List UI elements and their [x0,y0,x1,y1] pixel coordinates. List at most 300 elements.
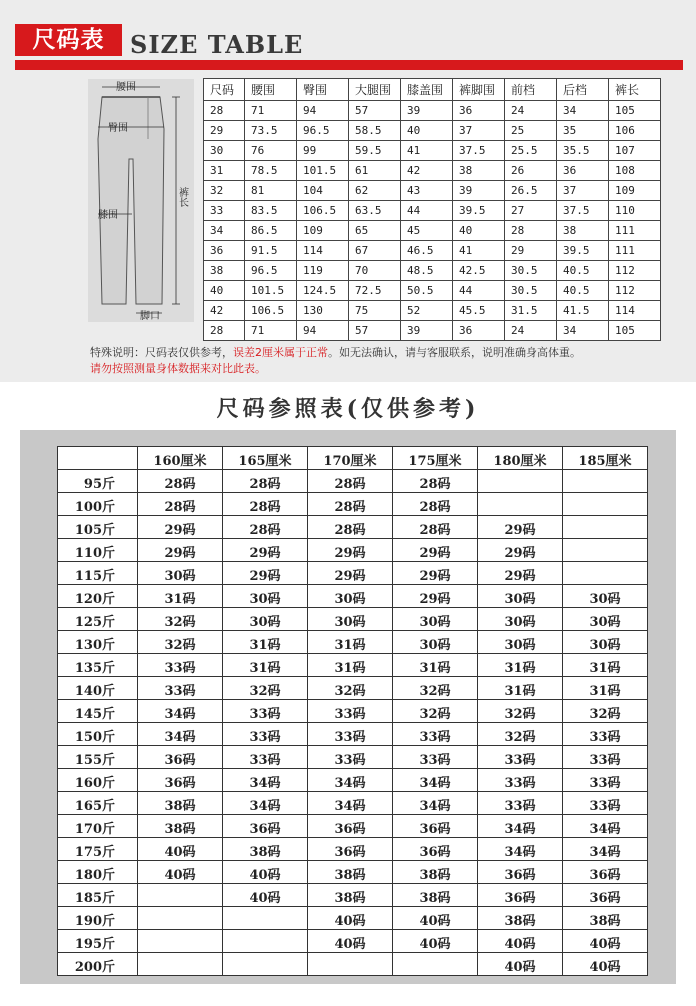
size-recommendation-cell: 36码 [563,861,648,884]
size-recommendation-cell: 34码 [563,815,648,838]
size-recommendation-cell: 28码 [393,493,478,516]
size-recommendation-cell: 34码 [138,723,223,746]
size-cell: 111 [609,241,661,261]
weight-row [58,792,648,815]
size-recommendation-cell [563,493,648,516]
size-cell: 61 [349,161,401,181]
size-cell: 83.5 [245,201,297,221]
size-recommendation-cell: 29码 [223,539,308,562]
size-cell: 99 [297,141,349,161]
knee-label: 膝围 [98,210,118,221]
size-cell: 41.5 [557,301,609,321]
size-cell: 31.5 [505,301,557,321]
note-text-a: 特殊说明：尺码表仅供参考， [90,346,233,359]
size-recommendation-cell [563,516,648,539]
size-recommendation-cell: 34码 [223,792,308,815]
size-recommendation-cell: 34码 [393,769,478,792]
header-title: SIZE TABLE [130,30,304,59]
size-recommendation-cell: 34码 [138,700,223,723]
size-cell: 59.5 [349,141,401,161]
size-recommendation-cell: 36码 [393,838,478,861]
size-recommendation-cell: 30码 [223,608,308,631]
size-recommendation-cell: 30码 [563,631,648,654]
size-recommendation-cell [223,953,308,976]
size-cell: 57 [349,321,401,341]
size-cell: 48.5 [401,261,453,281]
size-recommendation-cell: 32码 [138,608,223,631]
size-recommendation-cell: 40码 [478,930,563,953]
size-recommendation-cell [308,953,393,976]
size-table-row [204,121,661,141]
weight-row [58,953,648,976]
size-table-row [204,261,661,281]
size-recommendation-cell: 30码 [138,562,223,585]
size-cell: 50.5 [401,281,453,301]
weight-row [58,723,648,746]
size-cell: 37.5 [557,201,609,221]
size-recommendation-cell: 40码 [223,861,308,884]
size-table-row [204,281,661,301]
weight-row [58,815,648,838]
size-recommendation-cell: 40码 [478,953,563,976]
size-table-row [204,241,661,261]
header-divider [15,60,683,70]
size-recommendation-cell: 32码 [393,700,478,723]
size-cell: 39.5 [557,241,609,261]
size-cell: 40 [204,281,245,301]
size-cell: 57 [349,101,401,121]
weight-row [58,539,648,562]
size-recommendation-cell: 33码 [138,654,223,677]
size-recommendation-cell: 29码 [393,562,478,585]
size-recommendation-cell: 31码 [138,585,223,608]
size-cell: 111 [609,221,661,241]
size-cell: 32 [204,181,245,201]
size-recommendation-cell: 33码 [308,700,393,723]
weight-row [58,470,648,493]
size-recommendation-cell: 33码 [393,723,478,746]
size-recommendation-cell: 40码 [308,907,393,930]
corner-cell [58,447,138,470]
size-recommendation-cell [563,470,648,493]
size-cell: 78.5 [245,161,297,181]
size-recommendation-cell [393,953,478,976]
size-recommendation-cell: 28码 [393,516,478,539]
size-cell: 67 [349,241,401,261]
size-cell: 41 [401,141,453,161]
size-recommendation-cell: 31码 [223,654,308,677]
size-recommendation-cell: 38码 [138,792,223,815]
size-recommendation-cell: 28码 [308,493,393,516]
weight-label: 140斤 [58,677,138,700]
size-cell: 36 [453,321,505,341]
size-recommendation-cell: 34码 [393,792,478,815]
size-column-header: 前档 [505,79,557,101]
size-cell: 73.5 [245,121,297,141]
size-column-header: 尺码 [204,79,245,101]
height-column-header: 170厘米 [308,447,393,470]
size-cell: 114 [609,301,661,321]
warning-note: 请勿按照测量身体数据来对比此表。 [90,362,266,375]
size-column-header: 后档 [557,79,609,101]
size-cell: 34 [557,321,609,341]
size-recommendation-cell: 28码 [223,470,308,493]
weight-label: 200斤 [58,953,138,976]
size-cell: 28 [204,101,245,121]
weight-row [58,631,648,654]
height-column-header: 165厘米 [223,447,308,470]
size-cell: 25 [505,121,557,141]
size-cell: 114 [297,241,349,261]
size-cell: 37 [453,121,505,141]
size-column-header: 裤长 [609,79,661,101]
size-cell: 26 [505,161,557,181]
size-cell: 34 [557,101,609,121]
size-cell: 124.5 [297,281,349,301]
size-cell: 112 [609,281,661,301]
weight-label: 145斤 [58,700,138,723]
size-recommendation-cell: 33码 [308,746,393,769]
weight-label: 190斤 [58,907,138,930]
size-recommendation-cell: 40码 [563,930,648,953]
size-table [203,78,661,341]
size-recommendation-cell [478,470,563,493]
size-recommendation-cell: 33码 [563,746,648,769]
size-cell: 33 [204,201,245,221]
size-cell: 29 [204,121,245,141]
size-recommendation-cell [223,930,308,953]
size-cell: 106 [609,121,661,141]
size-recommendation-cell: 36码 [563,884,648,907]
weight-label: 120斤 [58,585,138,608]
size-recommendation-cell: 30码 [563,585,648,608]
size-cell: 108 [609,161,661,181]
size-cell: 43 [401,181,453,201]
size-cell: 35 [557,121,609,141]
weight-label: 100斤 [58,493,138,516]
size-column-header: 腰围 [245,79,297,101]
size-cell: 130 [297,301,349,321]
size-cell: 104 [297,181,349,201]
size-recommendation-cell: 28码 [223,493,308,516]
size-recommendation-cell: 30码 [308,608,393,631]
weight-row [58,930,648,953]
size-table-row [204,321,661,341]
size-cell: 27 [505,201,557,221]
size-recommendation-cell: 31码 [563,654,648,677]
size-recommendation-cell: 40码 [308,930,393,953]
size-recommendation-cell: 32码 [308,677,393,700]
size-recommendation-cell [138,953,223,976]
size-recommendation-cell: 30码 [223,585,308,608]
size-cell: 58.5 [349,121,401,141]
size-cell: 65 [349,221,401,241]
size-recommendation-cell: 31码 [223,631,308,654]
size-cell: 41 [453,241,505,261]
size-recommendation-cell: 36码 [308,838,393,861]
size-table-row [204,161,661,181]
size-recommendation-cell: 29码 [393,585,478,608]
size-cell: 39 [401,321,453,341]
size-table-row [204,101,661,121]
size-recommendation-cell: 38码 [223,838,308,861]
weight-row [58,677,648,700]
size-recommendation-cell: 33码 [308,723,393,746]
weight-label: 155斤 [58,746,138,769]
size-column-header: 膝盖围 [401,79,453,101]
size-recommendation-cell: 36码 [393,815,478,838]
size-recommendation-cell: 36码 [138,746,223,769]
size-cell: 39.5 [453,201,505,221]
size-cell: 24 [505,101,557,121]
size-cell: 24 [505,321,557,341]
size-column-header: 臀围 [297,79,349,101]
size-recommendation-cell: 36码 [223,815,308,838]
size-cell: 36 [557,161,609,181]
size-cell: 30.5 [505,261,557,281]
size-recommendation-cell: 29码 [393,539,478,562]
size-recommendation-cell: 40码 [393,907,478,930]
size-recommendation-cell: 38码 [393,861,478,884]
weight-label: 125斤 [58,608,138,631]
size-cell: 30 [204,141,245,161]
size-cell: 71 [245,101,297,121]
size-cell: 40 [401,121,453,141]
size-recommendation-cell: 36码 [138,769,223,792]
size-recommendation-cell: 33码 [393,746,478,769]
size-cell: 110 [609,201,661,221]
size-cell: 94 [297,101,349,121]
reference-table [57,446,648,976]
size-recommendation-cell: 28码 [138,493,223,516]
size-cell: 38 [557,221,609,241]
weight-label: 175斤 [58,838,138,861]
size-recommendation-cell: 31码 [308,654,393,677]
size-recommendation-cell: 28码 [138,470,223,493]
size-cell: 91.5 [245,241,297,261]
size-recommendation-cell: 34码 [308,792,393,815]
size-recommendation-cell: 31码 [478,654,563,677]
size-recommendation-cell: 31码 [563,677,648,700]
weight-row [58,769,648,792]
size-recommendation-cell: 38码 [563,907,648,930]
weight-label: 180斤 [58,861,138,884]
size-recommendation-cell: 30码 [478,608,563,631]
hem-label: 脚口 [140,311,160,322]
size-recommendation-cell [138,907,223,930]
weight-label: 110斤 [58,539,138,562]
size-recommendation-cell: 30码 [308,585,393,608]
size-recommendation-cell: 38码 [393,884,478,907]
size-cell: 107 [609,141,661,161]
size-table-row [204,201,661,221]
weight-label: 135斤 [58,654,138,677]
size-cell: 101.5 [297,161,349,181]
size-cell: 44 [401,201,453,221]
size-recommendation-cell: 34码 [478,838,563,861]
size-cell: 25.5 [505,141,557,161]
size-cell: 42.5 [453,261,505,281]
weight-row [58,654,648,677]
size-recommendation-cell: 29码 [478,562,563,585]
size-recommendation-cell: 32码 [478,723,563,746]
size-cell: 36 [204,241,245,261]
size-cell: 96.5 [297,121,349,141]
size-recommendation-cell: 32码 [563,700,648,723]
size-cell: 26.5 [505,181,557,201]
size-cell: 63.5 [349,201,401,221]
size-recommendation-cell: 33码 [223,723,308,746]
size-table-row [204,141,661,161]
size-recommendation-cell: 33码 [563,792,648,815]
size-recommendation-cell: 33码 [478,746,563,769]
weight-row [58,562,648,585]
size-cell: 45.5 [453,301,505,321]
size-cell: 38 [453,161,505,181]
pants-measurement-diagram [88,79,194,322]
height-column-header: 160厘米 [138,447,223,470]
size-column-header: 裤脚围 [453,79,505,101]
size-recommendation-cell [478,493,563,516]
size-cell: 105 [609,321,661,341]
size-recommendation-cell: 38码 [308,884,393,907]
size-recommendation-cell: 30码 [478,631,563,654]
reference-section [20,430,676,984]
size-cell: 106.5 [245,301,297,321]
size-cell: 42 [401,161,453,181]
size-recommendation-cell: 36码 [308,815,393,838]
size-recommendation-cell: 32码 [478,700,563,723]
size-cell: 76 [245,141,297,161]
size-cell: 40 [453,221,505,241]
size-recommendation-cell: 33码 [138,677,223,700]
reference-title: 尺码参照表(仅供参考) [216,396,480,422]
hip-label: 臀围 [108,123,128,134]
size-table-row [204,181,661,201]
size-table-row [204,221,661,241]
size-recommendation-cell: 29码 [138,539,223,562]
weight-label: 160斤 [58,769,138,792]
reference-table-header [58,447,648,470]
size-recommendation-cell: 40码 [223,884,308,907]
weight-label: 150斤 [58,723,138,746]
height-column-header: 185厘米 [563,447,648,470]
size-cell: 42 [204,301,245,321]
size-cell: 112 [609,261,661,281]
size-recommendation-cell: 29码 [223,562,308,585]
size-recommendation-cell: 29码 [308,539,393,562]
weight-row [58,700,648,723]
size-recommendation-cell: 28码 [308,470,393,493]
size-cell: 28 [204,321,245,341]
size-cell: 38 [204,261,245,281]
size-cell: 72.5 [349,281,401,301]
size-recommendation-cell: 30码 [478,585,563,608]
size-cell: 31 [204,161,245,181]
weight-row [58,493,648,516]
size-cell: 109 [297,221,349,241]
size-recommendation-cell: 29码 [478,539,563,562]
weight-label: 130斤 [58,631,138,654]
size-recommendation-cell: 30码 [393,608,478,631]
weight-row [58,746,648,769]
size-recommendation-cell: 31码 [393,654,478,677]
size-cell: 106.5 [297,201,349,221]
size-recommendation-cell: 34码 [478,815,563,838]
weight-label: 195斤 [58,930,138,953]
header-badge: 尺码表 [15,24,122,56]
size-cell: 71 [245,321,297,341]
size-recommendation-cell: 40码 [138,861,223,884]
size-recommendation-cell: 32码 [393,677,478,700]
size-cell: 46.5 [401,241,453,261]
size-recommendation-cell: 30码 [563,608,648,631]
size-recommendation-cell: 38码 [138,815,223,838]
size-recommendation-cell: 31码 [478,677,563,700]
size-cell: 35.5 [557,141,609,161]
size-recommendation-cell: 29码 [308,562,393,585]
size-cell: 70 [349,261,401,281]
size-cell: 62 [349,181,401,201]
size-recommendation-cell: 30码 [393,631,478,654]
size-table-header [204,79,661,101]
size-recommendation-cell [138,884,223,907]
size-recommendation-cell: 33码 [478,792,563,815]
size-recommendation-cell: 40码 [563,953,648,976]
size-cell: 28 [505,221,557,241]
size-recommendation-cell: 40码 [393,930,478,953]
size-recommendation-cell: 33码 [223,746,308,769]
size-recommendation-cell: 29码 [138,516,223,539]
size-recommendation-cell: 34码 [308,769,393,792]
size-recommendation-cell [223,907,308,930]
size-recommendation-cell: 33码 [563,769,648,792]
size-cell: 45 [401,221,453,241]
size-cell: 30.5 [505,281,557,301]
size-recommendation-cell: 36码 [478,884,563,907]
size-recommendation-cell: 36码 [478,861,563,884]
size-recommendation-cell: 38码 [308,861,393,884]
size-cell: 52 [401,301,453,321]
size-cell: 40.5 [557,261,609,281]
size-cell: 96.5 [245,261,297,281]
size-recommendation-cell: 28码 [223,516,308,539]
weight-row [58,907,648,930]
size-recommendation-cell [138,930,223,953]
size-recommendation-cell [563,562,648,585]
size-cell: 29 [505,241,557,261]
size-recommendation-cell: 40码 [138,838,223,861]
size-cell: 37.5 [453,141,505,161]
weight-row [58,608,648,631]
weight-row [58,838,648,861]
waist-label: 腰围 [116,82,136,93]
size-recommendation-cell: 34码 [223,769,308,792]
weight-label: 95斤 [58,470,138,493]
special-note [90,345,581,360]
size-cell: 36 [453,101,505,121]
size-cell: 34 [204,221,245,241]
height-column-header: 180厘米 [478,447,563,470]
weight-row [58,585,648,608]
weight-label: 185斤 [58,884,138,907]
length-label: 裤长 [176,187,188,207]
size-cell: 44 [453,281,505,301]
size-column-header: 大腿围 [349,79,401,101]
size-recommendation-cell: 33码 [563,723,648,746]
height-column-header: 175厘米 [393,447,478,470]
size-cell: 40.5 [557,281,609,301]
